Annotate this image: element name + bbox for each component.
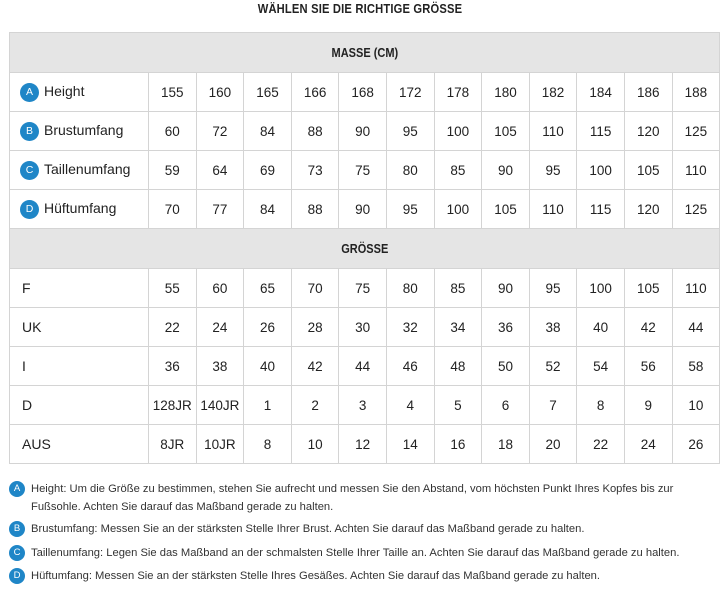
cell: 73 [291,151,339,190]
cell: 16 [434,425,482,464]
cell: 36 [482,308,530,347]
cell: 44 [339,347,387,386]
row-label: AUS [10,425,149,464]
measure-row-taillenumfang [10,151,720,190]
size-row-f [10,269,720,308]
row-label: D [10,386,149,425]
measures-header-row [10,33,720,73]
cell: 110 [529,190,577,229]
measures-heading: MASSE (CM) [10,33,720,73]
cell: 75 [339,269,387,308]
cell: 26 [244,308,292,347]
cell: 10 [291,425,339,464]
row-label: A Height [10,73,149,112]
cell: 184 [577,73,625,112]
cell: 55 [149,269,197,308]
cell: 160 [196,73,244,112]
cell: 54 [577,347,625,386]
badge-c-icon: C [20,161,39,180]
page-title: WÄHLEN SIE DIE RICHTIGE GRÖSSE [257,1,463,16]
cell: 42 [624,308,672,347]
cell: 75 [339,151,387,190]
cell: 20 [529,425,577,464]
note-text: Brustumfang: Messen Sie an der stärksten Stelle Ihrer Brust. Achten Sie darauf das Maßband gerade zu halten. [31,523,585,535]
badge-b-icon: B [9,521,25,537]
cell: 84 [244,112,292,151]
cell: 95 [529,151,577,190]
cell: 8 [577,386,625,425]
cell: 120 [624,190,672,229]
cell: 88 [291,112,339,151]
cell: 56 [624,347,672,386]
cell: 77 [196,190,244,229]
row-label: F [10,269,149,308]
cell: 38 [529,308,577,347]
cell: 10JR [196,425,244,464]
cell: 24 [196,308,244,347]
cell: 90 [339,112,387,151]
cell: 100 [434,190,482,229]
note-hueftumfang [9,568,720,586]
cell: 85 [434,151,482,190]
note-text: Hüftumfang: Messen Sie an der stärksten Stelle Ihres Gesäßes. Achten Sie darauf das Maßband gerade zu halten. [31,570,601,582]
cell: 110 [529,112,577,151]
badge-a-icon: A [9,481,25,497]
cell: 9 [624,386,672,425]
size-row-uk [10,308,720,347]
measurement-notes [9,481,720,592]
cell: 44 [672,308,720,347]
cell: 100 [434,112,482,151]
cell: 178 [434,73,482,112]
badge-d-icon: D [9,568,25,584]
cell: 88 [291,190,339,229]
cell: 120 [624,112,672,151]
cell: 7 [529,386,577,425]
cell: 115 [577,112,625,151]
cell: 172 [386,73,434,112]
cell: 58 [672,347,720,386]
cell: 84 [244,190,292,229]
cell: 40 [577,308,625,347]
measure-row-height [10,73,720,112]
badge-a-icon: A [20,83,39,102]
note-taillenumfang [9,545,720,563]
cell: 38 [196,347,244,386]
note-height [9,481,720,516]
cell: 30 [339,308,387,347]
row-label: UK [10,308,149,347]
cell: 95 [529,269,577,308]
size-row-aus [10,425,720,464]
cell: 65 [244,269,292,308]
cell: 18 [482,425,530,464]
cell: 50 [482,347,530,386]
cell: 60 [149,112,197,151]
cell: 10 [672,386,720,425]
cell: 70 [291,269,339,308]
cell: 22 [577,425,625,464]
sizes-header-row [10,229,720,269]
cell: 128JR [149,386,197,425]
cell: 100 [577,151,625,190]
size-row-i [10,347,720,386]
cell: 4 [386,386,434,425]
cell: 90 [339,190,387,229]
row-label: D Hüftumfang [10,190,149,229]
note-brustumfang [9,521,720,539]
badge-b-icon: B [20,122,39,141]
cell: 95 [386,112,434,151]
cell: 8JR [149,425,197,464]
cell: 105 [482,190,530,229]
row-label: C Taillenumfang [10,151,149,190]
cell: 52 [529,347,577,386]
cell: 32 [386,308,434,347]
cell: 188 [672,73,720,112]
cell: 180 [482,73,530,112]
row-label: B Brustumfang [10,112,149,151]
cell: 155 [149,73,197,112]
cell: 5 [434,386,482,425]
cell: 36 [149,347,197,386]
badge-d-icon: D [20,200,39,219]
cell: 115 [577,190,625,229]
cell: 46 [386,347,434,386]
cell: 182 [529,73,577,112]
cell: 85 [434,269,482,308]
cell: 70 [149,190,197,229]
cell: 105 [482,112,530,151]
cell: 28 [291,308,339,347]
cell: 165 [244,73,292,112]
cell: 125 [672,112,720,151]
cell: 2 [291,386,339,425]
cell: 42 [291,347,339,386]
cell: 110 [672,269,720,308]
cell: 3 [339,386,387,425]
cell: 12 [339,425,387,464]
sizes-heading: GRÖSSE [10,229,720,269]
cell: 34 [434,308,482,347]
badge-c-icon: C [9,545,25,561]
row-label: I [10,347,149,386]
cell: 110 [672,151,720,190]
cell: 1 [244,386,292,425]
measure-row-hueftumfang [10,190,720,229]
cell: 125 [672,190,720,229]
cell: 48 [434,347,482,386]
note-text: Height: Um die Größe zu bestimmen, stehen Sie aufrecht und messen Sie den Abstand, vom höchsten Punkt Ihres Kopfes bis zur Fußsohle. Achten Sie darauf das Maßband gerade zu halten. [31,483,674,513]
cell: 40 [244,347,292,386]
cell: 69 [244,151,292,190]
cell: 186 [624,73,672,112]
cell: 80 [386,151,434,190]
cell: 72 [196,112,244,151]
cell: 105 [624,151,672,190]
cell: 95 [386,190,434,229]
size-row-d [10,386,720,425]
cell: 90 [482,269,530,308]
cell: 26 [672,425,720,464]
cell: 64 [196,151,244,190]
cell: 168 [339,73,387,112]
cell: 22 [149,308,197,347]
cell: 80 [386,269,434,308]
cell: 166 [291,73,339,112]
note-text: Taillenumfang: Legen Sie das Maßband an der schmalsten Stelle Ihrer Taille an. Achten Sie darauf das Maßband gerade zu halten. [31,546,680,559]
cell: 60 [196,269,244,308]
cell: 14 [386,425,434,464]
size-chart-table [9,32,720,464]
measure-row-brustumfang [10,112,720,151]
cell: 100 [577,269,625,308]
cell: 8 [244,425,292,464]
cell: 90 [482,151,530,190]
cell: 59 [149,151,197,190]
cell: 24 [624,425,672,464]
cell: 140JR [196,386,244,425]
cell: 105 [624,269,672,308]
cell: 6 [482,386,530,425]
